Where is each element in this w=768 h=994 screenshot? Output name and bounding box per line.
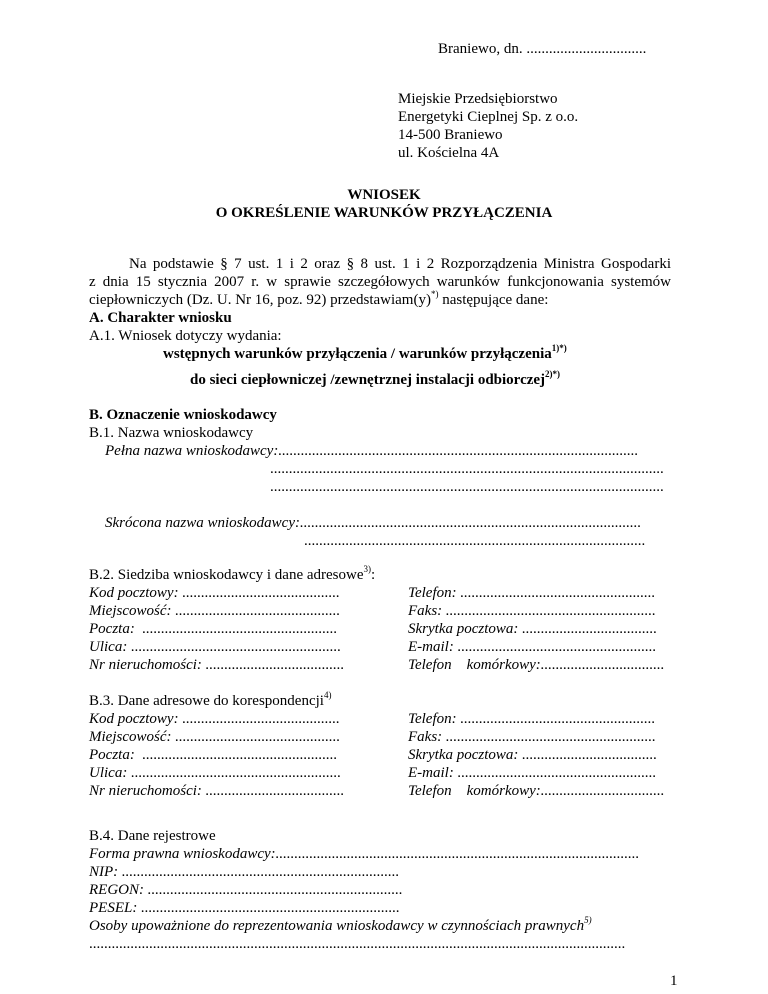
a1-label: A.1. Wniosek dotyczy wydania: — [89, 328, 282, 344]
footnote-ref: 3) — [363, 564, 372, 574]
po-box-field[interactable]: Skrytka pocztowa: .................................... — [408, 621, 658, 637]
email-field[interactable]: E-mail: ..................................................... — [408, 639, 657, 655]
place-date-line: Braniewo, dn. ................................ — [438, 41, 647, 57]
footnote-ref: *) — [430, 289, 439, 299]
building-number-field[interactable]: Nr nieruchomości: ..................................... — [89, 783, 345, 799]
footnote-ref: 1)*) — [551, 343, 567, 353]
document-subtitle: O OKREŚLENIE WARUNKÓW PRZYŁĄCZENIA — [215, 205, 553, 221]
short-name-label: Skrócona nazwa wnioskodawcy: — [105, 515, 300, 531]
street-field[interactable]: Ulica: ........................................................ — [89, 765, 342, 781]
full-name-label: Pełna nazwa wnioskodawcy: — [105, 443, 279, 459]
fill-line[interactable]: ......................................................................................................... — [270, 479, 664, 495]
mobile-phone-field[interactable]: Telefon komórkowy:................................. — [408, 657, 665, 673]
fax-field[interactable]: Faks: ........................................................ — [408, 603, 656, 619]
email-field[interactable]: E-mail: ..................................................... — [408, 765, 657, 781]
full-name-field[interactable] — [105, 442, 638, 460]
postal-code-field[interactable]: Kod pocztowy: .......................................... — [89, 585, 340, 601]
legal-form-field[interactable]: Forma prawna wnioskodawcy:................................................................................................. — [89, 846, 640, 862]
footnote-ref: 5) — [584, 915, 592, 925]
intro-line — [89, 291, 548, 309]
fax-field[interactable]: Faks: ........................................................ — [408, 729, 656, 745]
footnote-ref: 2)*) — [545, 369, 561, 379]
fill-line: ........................................................................................... — [299, 515, 642, 531]
intro-line: Na podstawie § 7 ust. 1 i 2 oraz § 8 ust. 1 i 2 Rozporządzenia Ministra Gospodarki — [129, 256, 671, 272]
building-number-field[interactable]: Nr nieruchomości: ..................................... — [89, 657, 345, 673]
section-b-heading: B. Oznaczenie wnioskodawcy — [89, 407, 277, 423]
post-office-field[interactable]: Poczta: .................................................... — [89, 621, 338, 637]
street-field[interactable]: Ulica: ........................................................ — [89, 639, 342, 655]
page-number: 1 — [670, 973, 678, 989]
post-office-field[interactable]: Poczta: .................................................... — [89, 747, 338, 763]
regon-field[interactable]: REGON: .................................................................... — [89, 882, 403, 898]
b2-label: B.2. Siedziba wnioskodawcy i dane adresowe$^{3)}$: — [89, 564, 376, 583]
fill-line: ................................................................................................ — [278, 443, 639, 459]
recipient-line: 14-500 Braniewo — [398, 127, 503, 143]
a1-option-conditions: wstępnych warunków przyłączenia / warunków przyłączenia$^{1)*)}$ — [163, 343, 567, 362]
b4-label: B.4. Dane rejestrowe — [89, 828, 216, 844]
fill-line[interactable]: ......................................................................................................... — [270, 461, 664, 477]
nip-field[interactable]: NIP: .......................................................................... — [89, 864, 400, 880]
city-field[interactable]: Miejscowość: ............................................ — [89, 603, 341, 619]
footnote-ref: 4) — [323, 690, 332, 700]
b3-label: B.3. Dane adresowe do korespondencji$^{4)}$ — [89, 690, 332, 709]
phone-field[interactable]: Telefon: .................................................... — [408, 711, 656, 727]
city-field[interactable]: Miejscowość: ............................................ — [89, 729, 341, 745]
document-title: WNIOSEK — [347, 187, 421, 203]
recipient-line: Energetyki Cieplnej Sp. z o.o. — [398, 109, 579, 125]
mobile-phone-field[interactable]: Telefon komórkowy:................................. — [408, 783, 665, 799]
pesel-field[interactable]: PESEL: ..................................................................... — [89, 900, 400, 916]
a1-option-network: do sieci ciepłowniczej /zewnętrznej instalacji odbiorczej$^{2)*)}$ — [190, 369, 561, 388]
representatives-label: Osoby upoważnione do reprezentowania wnioskodawcy w czynnościach prawnych$^{5)}$ — [89, 915, 592, 934]
postal-code-field[interactable]: Kod pocztowy: .......................................... — [89, 711, 340, 727]
intro-text: ciepłowniczych (Dz. U. Nr 16, poz. 92) przedstawiam(y) — [89, 292, 431, 308]
recipient-line: ul. Kościelna 4A — [398, 145, 500, 161]
intro-text: następujące dane: — [438, 292, 549, 308]
b1-label: B.1. Nazwa wnioskodawcy — [89, 425, 254, 441]
phone-field[interactable]: Telefon: .................................................... — [408, 585, 656, 601]
representatives-field[interactable]: ............................................................................................................................................... — [89, 936, 626, 952]
intro-line: z dnia 15 stycznia 2007 r. w sprawie szczegółowych warunków funkcjonowania systemów — [89, 274, 671, 290]
section-a-heading: A. Charakter wniosku — [89, 310, 232, 326]
fill-line[interactable]: ........................................................................................... — [304, 533, 646, 549]
po-box-field[interactable]: Skrytka pocztowa: .................................... — [408, 747, 658, 763]
recipient-line: Miejskie Przedsiębiorstwo — [398, 91, 558, 107]
short-name-field[interactable] — [105, 514, 641, 532]
